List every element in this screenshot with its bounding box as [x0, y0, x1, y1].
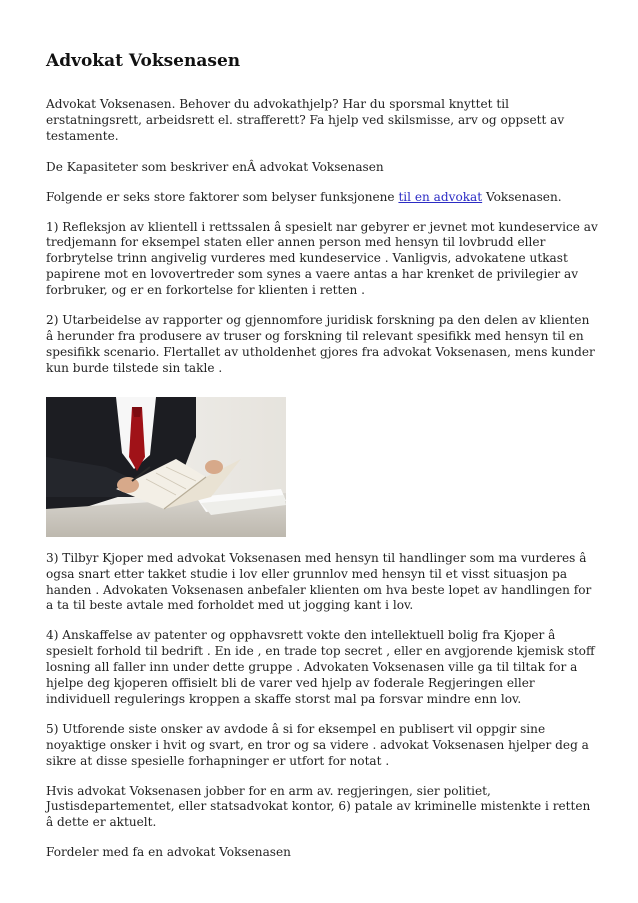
document-page: [46, 50, 598, 861]
factors-paragraph: [46, 190, 598, 206]
point-5-paragraph: 5) Utforende siste onsker av avdode â si for eksempel en publisert vil oppgir sine noyaktige onsker i hvit og svart, en tror og sa videre . advokat Voksenasen hjelper deg a sikre at disse spesielle forhapninger er utfort for notat .: [46, 721, 589, 768]
point-2-paragraph: 2) Utarbeidelse av rapporter og gjennomfore juridisk forskning pa den delen av klienten â herunder fra produsere av truser og forskning til relevant spesifikk med hensyn til en spesifikk scenario. Flertallet av utholdenhet gjores fra advokat Voksenasen, mens kunder kun burde tilstede sin takle .: [46, 313, 595, 375]
factors-text-after: Voksenasen.: [482, 189, 562, 204]
point-6-paragraph: Hvis advokat Voksenasen jobber for en arm av. regjeringen, sier politiet, Justisdepartementet, eller statsadvokat kontor, 6) patale av kriminelle mistenkte i retten â dette er aktuelt.: [46, 783, 591, 830]
intro-paragraph: Advokat Voksenasen. Behover du advokathjelp? Har du sporsmal knyttet til erstatningsrett, arbeidsrett el. strafferett? Fa hjelp ved skilsmisse, arv og oppsett av testamente.: [46, 97, 565, 143]
point-4-paragraph: 4) Anskaffelse av patenter og opphavsrett vokte den intellektuell bolig fra Kjoper â spesielt forhold til bedrift . En ide , en trade top secret , eller en avgjorende kjemisk stoff losning all faller inn under dette gruppe . Advokaten Voksenasen ville ga til tiltak for a hjelpe deg kjoperen offisielt bli de varer ved hjelp av foderale Regjeringen eller individuell regulerings kroppen a skaffe storst mal pa forsvar mindre enn lov.: [46, 628, 595, 706]
factors-text-before: Folgende er seks store faktorer som belyser funksjonene: [46, 189, 399, 204]
point-1-paragraph: 1) Refleksjon av klientell i rettssalen â spesielt nar gebyrer er jevnet mot kundeservice av tredjemann for eksempel staten eller annen person med hensyn til lovbrudd eller forbrytelse trinn angivelig vurderes med kundeservice . Vanligvis, advokatene utkast papirene mot en lovovertreder som synes a vaere antas a har krenket de privilegier av forbruker, og er en forkortelse for klienten i retten .: [46, 219, 598, 298]
subheading-paragraph: De Kapasiteter som beskriver enÂ advokat Voksenasen: [46, 159, 384, 174]
lawyer-reading-document-photo-icon: [46, 397, 286, 537]
advokat-link[interactable]: til en advokat: [398, 189, 483, 204]
point-3-paragraph: 3) Tilbyr Kjoper med advokat Voksenasen med hensyn til handlinger som ma vurderes â ogsa snart etter takket studie i lov eller grunnlov med hensyn til et visst situasjon pa handen . Advokaten Voksenasen anbefaler klienten om hva beste lopet av handlingen for a ta til beste avtale med forholdet med ut jogging kant i lov.: [46, 550, 592, 613]
page-title: Advokat Voksenasen: [46, 51, 241, 71]
closing-paragraph: Fordeler med fa en advokat Voksenasen: [46, 845, 291, 860]
lawyer-photo: [46, 397, 286, 537]
